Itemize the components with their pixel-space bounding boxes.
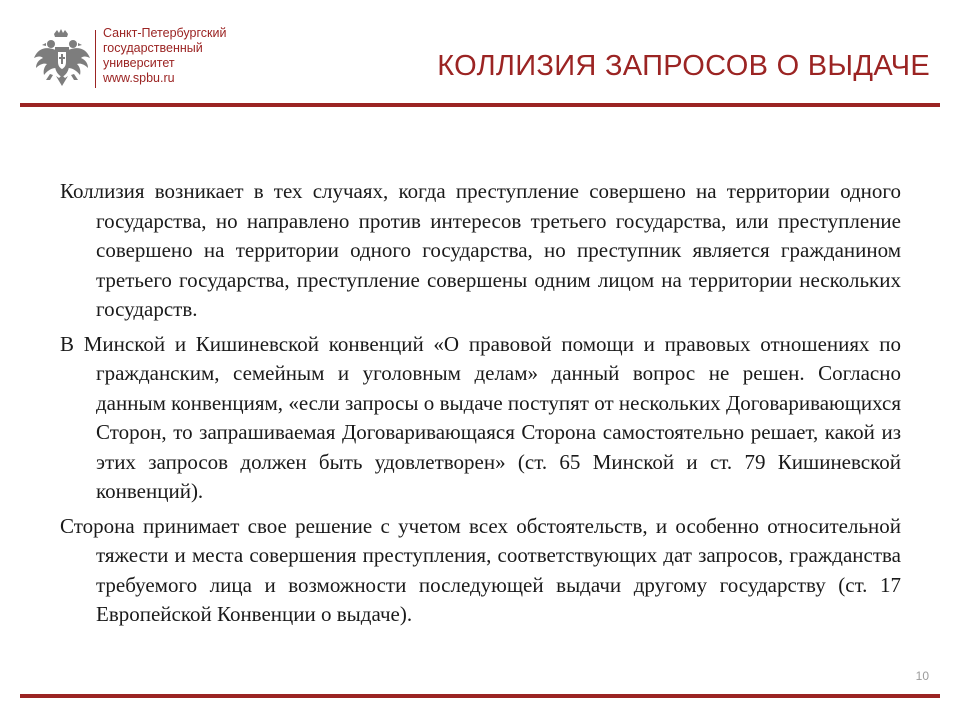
slide-title: КОЛЛИЗИЯ ЗАПРОСОВ О ВЫДАЧЕ [437,50,930,82]
university-name-line-1: Санкт-Петербургский [103,26,227,40]
spbu-emblem-logo [32,28,92,90]
paragraph-collision-definition: Коллизия возникает в тех случаях, когда преступление совершено на территории одного государства, но направлено против интересов третьего государства, или преступление совершено на территории одного государства, но преступник является гражданином третьего государства, преступление совершены одним лицом на территории нескольких государств. [60,179,901,321]
page-number: 10 [915,669,929,683]
website-link[interactable]: www.spbu.ru [103,71,175,85]
logo-divider [95,30,96,88]
footer-rule [20,694,940,698]
paragraph-european-convention: Сторона принимает свое решение с учетом всех обстоятельств, и особенно относительной тяжести и места совершения преступления, соответствующих дат запросов, гражданства требуемого лица и возможности последующей выдачи другому государству (ст. 17 Европейской Конвенции о выдаче). [60,513,901,626]
paragraph-minsk-chisinau-conventions: В Минской и Кишиневской конвенций «О правовой помощи и правовых отношениях по гражданским, семейным и уголовным делам» данный вопрос не решен. Согласно данным конвенциям, «если запросы о выдаче поступят от нескольких Договаривающихся Сторон, то запрашиваемая Договаривающаяся Сторона самостоятельно решает, какой из этих запросов должен быть удовлетворен» (ст. 65 Минской и ст. 79 Кишиневской конвенций). [60,331,901,503]
university-name-block [103,26,283,86]
university-name-line-2: государственный [103,41,203,55]
university-name-line-3: университет [103,56,175,70]
header-rule [20,103,940,107]
slide-body [60,177,901,635]
